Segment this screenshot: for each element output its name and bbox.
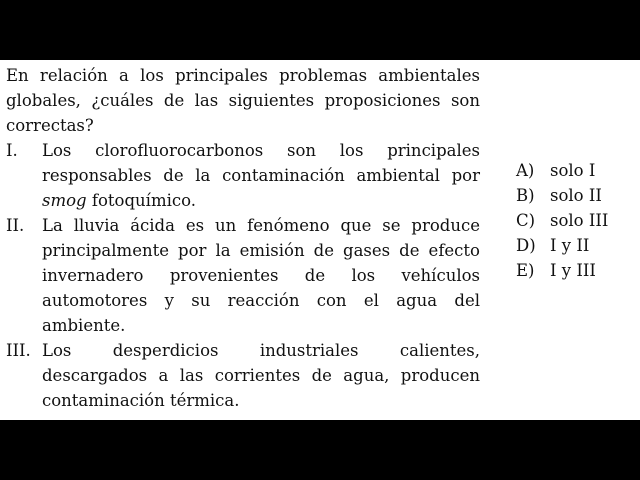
option-d[interactable]: [516, 233, 608, 258]
option-e[interactable]: [516, 258, 608, 283]
question-block: [6, 63, 480, 413]
proposition-text: La lluvia ácida es un fenómeno que se produce principalmente por la emisión de gases de efecto invernadero provenientes de los vehículos automotores y su reacción con el agua del ambiente.: [42, 216, 480, 335]
option-letter: D): [516, 236, 536, 255]
option-letter: E): [516, 261, 535, 280]
proposition-text-part: fotoquímico.: [86, 191, 196, 210]
proposition-1: [6, 138, 480, 213]
option-a[interactable]: [516, 158, 608, 183]
proposition-text: Los desperdicios industriales calientes, descargados a las corrientes de agua, producen contaminación térmica.: [42, 341, 480, 410]
option-text: solo I: [550, 161, 596, 180]
option-letter: A): [516, 161, 535, 180]
option-text: I y II: [550, 236, 590, 255]
proposition-numeral: I.: [6, 141, 18, 160]
option-letter: C): [516, 211, 536, 230]
option-c[interactable]: [516, 208, 608, 233]
answer-options: [516, 158, 608, 283]
proposition-list: [6, 138, 480, 413]
proposition-text: [42, 138, 480, 213]
option-text: I y III: [550, 261, 596, 280]
proposition-text-part: Los clorofluorocarbonos son los principales responsables de la contaminación ambiental por: [42, 141, 480, 185]
proposition-3: [6, 338, 480, 413]
proposition-emphasis: smog: [42, 191, 87, 210]
proposition-2: [6, 213, 480, 338]
option-text: solo II: [550, 186, 602, 205]
proposition-numeral: III.: [6, 341, 31, 360]
option-text: solo III: [550, 211, 609, 230]
proposition-numeral: II.: [6, 216, 25, 235]
question-slide: [0, 60, 640, 420]
option-b[interactable]: [516, 183, 608, 208]
option-letter: B): [516, 186, 535, 205]
question-stem: En relación a los principales problemas ambientales globales, ¿cuáles de las siguientes proposiciones son correctas?: [6, 66, 480, 135]
